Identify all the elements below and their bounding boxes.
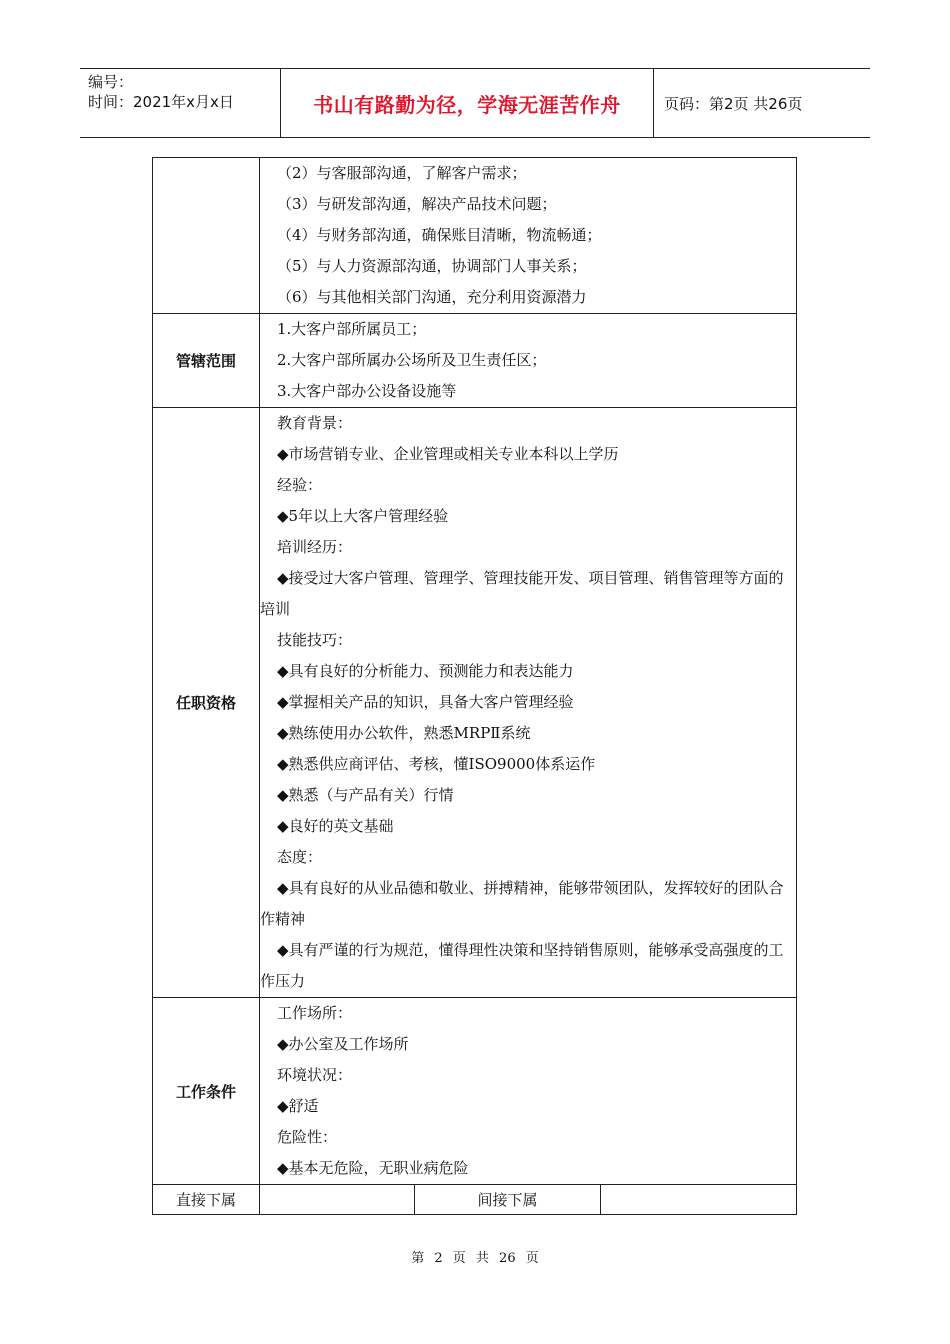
risk-item: ◆基本无危险，无职业病危险 [277, 1159, 469, 1177]
communication-content [260, 158, 797, 314]
page-footer: 第 2 页 共 26 页 [411, 1251, 539, 1266]
place-title: 工作场所： [277, 1004, 353, 1022]
education-item: ◆市场营销专业、企业管理或相关专业本科以上学历 [277, 445, 619, 463]
communication-row [153, 158, 797, 314]
scope-item: 1.大客户部所属员工； [277, 320, 427, 338]
skill-item: ◆具有良好的分析能力、预测能力和表达能力 [277, 662, 574, 680]
communication-item: （3）与研发部沟通，解决产品技术问题； [277, 195, 557, 213]
subordinates-row [153, 1185, 797, 1215]
qualification-content [260, 408, 797, 998]
communication-item: （2）与客服部沟通，了解客户需求； [277, 164, 527, 182]
risk-title: 危险性： [277, 1128, 338, 1146]
scope-row [153, 314, 797, 408]
environment-title: 环境状况： [277, 1066, 353, 1084]
conditions-content [260, 998, 797, 1185]
indirect-subordinate-value [601, 1185, 797, 1215]
communication-item: （4）与财务部沟通，确保账目清晰，物流畅通； [277, 226, 602, 244]
document-number-label: 编号： [88, 73, 134, 91]
education-title: 教育背景： [277, 414, 353, 432]
scope-label: 管辖范围 [153, 314, 260, 408]
header-page-info: 页码：第2页 共26页 [664, 95, 803, 113]
environment-item: ◆舒适 [277, 1097, 319, 1115]
scope-content [260, 314, 797, 408]
scope-item: 2.大客户部所属办公场所及卫生责任区； [277, 351, 547, 369]
job-description-table [152, 157, 797, 1215]
skill-item: ◆掌握相关产品的知识，具备大客户管理经验 [277, 693, 574, 711]
attitude-item: ◆具有良好的从业品德和敬业、拼搏精神，能够带领团队，发挥较好的团队合作精神 [260, 879, 784, 928]
skill-item: ◆良好的英文基础 [277, 817, 394, 835]
experience-item: ◆5年以上大客户管理经验 [277, 507, 449, 525]
skills-title: 技能技巧： [277, 631, 353, 649]
direct-subordinate-value [260, 1185, 415, 1215]
communication-label-cell [153, 158, 260, 314]
qualification-label: 任职资格 [153, 408, 260, 998]
training-title: 培训经历： [277, 538, 353, 556]
skill-item: ◆熟练使用办公软件，熟悉MRPⅡ系统 [277, 724, 531, 742]
experience-title: 经验： [277, 476, 323, 494]
header-meta [80, 69, 281, 137]
place-item: ◆办公室及工作场所 [277, 1035, 409, 1053]
header-motto: 书山有路勤为径，学海无涯苦作舟 [281, 69, 654, 137]
indirect-subordinate-label: 间接下属 [415, 1185, 601, 1215]
scope-item: 3.大客户部办公设备设施等 [277, 382, 457, 400]
direct-subordinate-label: 直接下属 [153, 1185, 260, 1215]
skill-item: ◆熟悉（与产品有关）行情 [277, 786, 454, 804]
attitude-title: 态度： [277, 848, 323, 866]
conditions-row [153, 998, 797, 1185]
training-item: ◆接受过大客户管理、管理学、管理技能开发、项目管理、销售管理等方面的培训 [260, 569, 784, 618]
qualification-row [153, 408, 797, 998]
document-date: 时间：2021年x月x日 [88, 93, 234, 111]
conditions-label: 工作条件 [153, 998, 260, 1185]
skill-item: ◆熟悉供应商评估、考核，懂ISO9000体系运作 [277, 755, 596, 773]
page-header [80, 68, 870, 138]
communication-item: （5）与人力资源部沟通，协调部门人事关系； [277, 257, 587, 275]
communication-item: （6）与其他相关部门沟通，充分利用资源潜力 [277, 288, 587, 306]
attitude-item: ◆具有严谨的行为规范，懂得理性决策和坚持销售原则，能够承受高强度的工作压力 [260, 941, 784, 990]
